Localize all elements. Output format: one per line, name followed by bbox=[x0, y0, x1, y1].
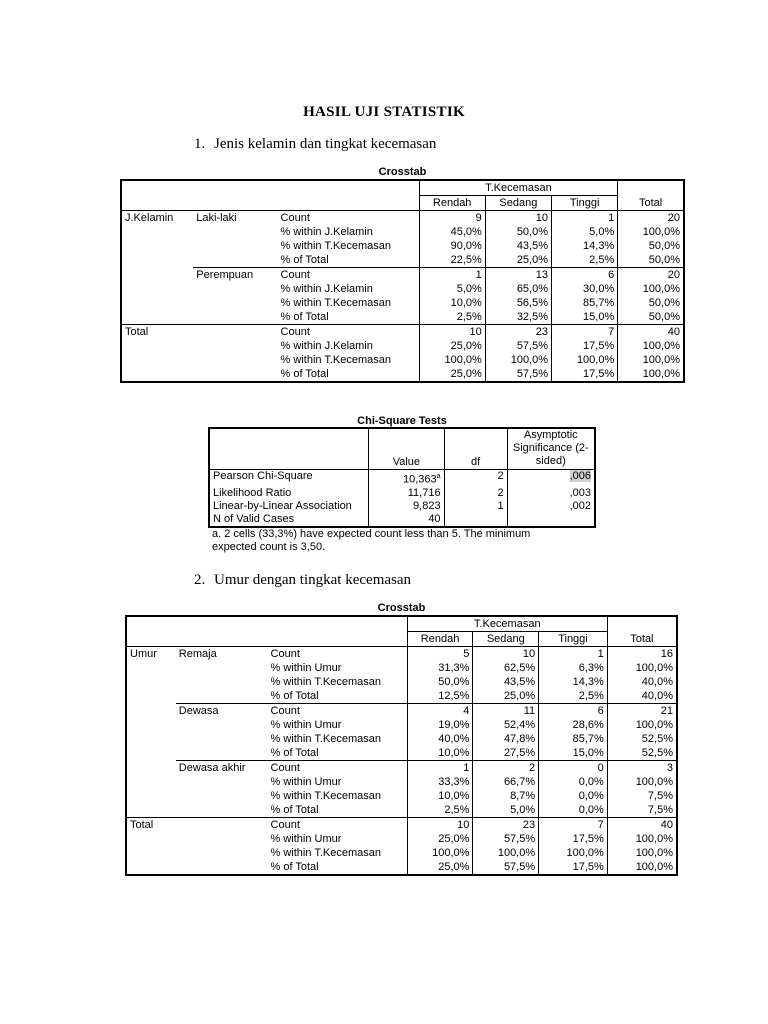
cell-value: 15,0% bbox=[552, 310, 618, 325]
statistic-label: % within Umur bbox=[268, 832, 408, 846]
cell-value: 10 bbox=[485, 211, 551, 226]
column-header: Sedang bbox=[485, 196, 551, 211]
cell-value: 57,5% bbox=[473, 860, 539, 875]
cell-value: 40 bbox=[607, 818, 677, 833]
cell-value: 25,0% bbox=[473, 689, 539, 704]
row-group-label: Perempuan bbox=[193, 268, 277, 325]
cell-value: 10,0% bbox=[407, 789, 473, 803]
cell-value: 100,0% bbox=[539, 846, 608, 860]
cell-value: 43,5% bbox=[485, 239, 551, 253]
crosstab-row bbox=[126, 704, 677, 719]
cell-value: 14,3% bbox=[552, 239, 618, 253]
row-group-label: Laki-laki bbox=[196, 212, 237, 224]
statistic-label: % of Total bbox=[268, 746, 408, 761]
cell-value: 0,0% bbox=[539, 789, 608, 803]
statistic-label: Count bbox=[278, 268, 420, 283]
cell-value: 17,5% bbox=[539, 860, 608, 875]
cell-value: 100,0% bbox=[635, 833, 673, 845]
cell-value: 16 bbox=[660, 648, 673, 660]
cell-value: 40 bbox=[618, 325, 684, 340]
cell-value: 25,0% bbox=[407, 860, 473, 875]
cell-value: 28,6% bbox=[539, 718, 608, 732]
statistic-label: % within J.Kelamin bbox=[278, 282, 420, 296]
section-heading-2 bbox=[194, 572, 411, 589]
chi-square-caption: Chi-Square Tests bbox=[357, 415, 447, 427]
column-header: Rendah bbox=[419, 196, 485, 211]
section-number: 2. bbox=[194, 572, 206, 588]
cell-value: 57,5% bbox=[485, 339, 551, 353]
cell-value: 23 bbox=[473, 818, 539, 833]
cell-value: 2,5% bbox=[407, 803, 473, 818]
column-header-total: Total bbox=[618, 196, 684, 211]
cell-value: 19,0% bbox=[407, 718, 473, 732]
cell-value: 10 bbox=[473, 647, 539, 662]
statistic-label: % within Umur bbox=[268, 718, 408, 732]
cell-value: 20 bbox=[618, 268, 684, 283]
cell-value: 40,0% bbox=[641, 676, 673, 688]
cell-value: 1 bbox=[552, 211, 618, 226]
cell-value: 7 bbox=[539, 818, 608, 833]
statistic-label: Count bbox=[268, 704, 408, 719]
cell-value: 4 bbox=[407, 704, 473, 719]
cell-value: 10,0% bbox=[407, 746, 473, 761]
cell-value: 17,5% bbox=[552, 339, 618, 353]
chi-square-row: Linear-by-Linear Association 9,823 1 ,002 bbox=[209, 500, 595, 513]
section-text: Umur dengan tingkat kecemasan bbox=[214, 572, 412, 588]
cell-value: 65,0% bbox=[485, 282, 551, 296]
cell-value: 56,5% bbox=[485, 296, 551, 310]
statistic-label: % within T.Kecemasan bbox=[278, 353, 420, 367]
cell-value: 5,0% bbox=[473, 803, 539, 818]
cell-value: 7,5% bbox=[647, 804, 673, 816]
cell-value: 85,7% bbox=[552, 296, 618, 310]
chi-square-header-row bbox=[209, 428, 595, 470]
cell-value: 50,0% bbox=[648, 240, 680, 252]
chi-square-row: Likelihood Ratio 11,716 2 ,003 bbox=[209, 487, 595, 500]
cell-value: 47,8% bbox=[473, 732, 539, 746]
statistic-label: % within T.Kecemasan bbox=[268, 732, 408, 746]
cell-value: 23 bbox=[485, 325, 551, 340]
cell-value: 0 bbox=[539, 761, 608, 776]
cell-value: 100,0% bbox=[635, 776, 673, 788]
cell-value: 1 bbox=[539, 647, 608, 662]
cell-value: 100,0% bbox=[642, 226, 680, 238]
statistic-label: % within J.Kelamin bbox=[278, 339, 420, 353]
cell-value: 6 bbox=[539, 704, 608, 719]
cell-value: 8,7% bbox=[473, 789, 539, 803]
cell-value: 52,5% bbox=[641, 733, 673, 745]
cell-value: 100,0% bbox=[642, 340, 680, 352]
cell-value: 20 bbox=[667, 212, 680, 224]
cell-value: 25,0% bbox=[407, 832, 473, 846]
cell-value: 11 bbox=[473, 704, 539, 719]
column-header-total: Total bbox=[607, 632, 677, 647]
cell-value: 50,0% bbox=[485, 225, 551, 239]
cell-value: 5 bbox=[407, 647, 473, 662]
cell-value: 2,5% bbox=[539, 689, 608, 704]
cell-value: 66,7% bbox=[473, 775, 539, 789]
cell-value: 25,0% bbox=[485, 253, 551, 268]
row-variable-label: J.Kelamin bbox=[125, 212, 174, 224]
pearson-value: 10,363$^a$ bbox=[369, 470, 444, 487]
cell-value: 100,0% bbox=[635, 861, 673, 873]
column-variable-label: T.Kecemasan bbox=[407, 616, 607, 632]
section-text: Jenis kelamin dan tingkat kecemasan bbox=[214, 136, 437, 152]
statistic-label: % of Total bbox=[268, 803, 408, 818]
row-group-label: Dewasa akhir bbox=[176, 761, 268, 818]
crosstab-2-table bbox=[125, 615, 678, 876]
statistic-label: % within T.Kecemasan bbox=[278, 296, 420, 310]
cell-value: 62,5% bbox=[473, 661, 539, 675]
cell-value: 100,0% bbox=[642, 283, 680, 295]
cell-value: 5,0% bbox=[552, 225, 618, 239]
statistic-label: Count bbox=[268, 818, 408, 833]
cell-value: 40,0% bbox=[641, 690, 673, 702]
statistic-label: % of Total bbox=[278, 310, 420, 325]
cell-value: 10 bbox=[407, 818, 473, 833]
chi-square-table bbox=[208, 427, 596, 528]
cell-value: 25,0% bbox=[419, 367, 485, 382]
cell-value: 100,0% bbox=[635, 719, 673, 731]
crosstab-row bbox=[121, 211, 684, 226]
cell-value: 1 bbox=[407, 761, 473, 776]
cell-value: 85,7% bbox=[539, 732, 608, 746]
pearson-significance-highlight: ,006 bbox=[569, 470, 591, 482]
cell-value: 43,5% bbox=[473, 675, 539, 689]
cell-value: 50,0% bbox=[648, 254, 680, 266]
cell-value: 45,0% bbox=[419, 225, 485, 239]
cell-value: 52,5% bbox=[641, 747, 673, 759]
cell-value: 100,0% bbox=[635, 847, 673, 859]
cell-value: 7,5% bbox=[647, 790, 673, 802]
column-variable-label: T.Kecemasan bbox=[419, 180, 618, 196]
cell-value: 2,5% bbox=[419, 310, 485, 325]
statistic-label: % within J.Kelamin bbox=[278, 225, 420, 239]
column-header: Tinggi bbox=[552, 196, 618, 211]
chi-square-row: N of Valid Cases 40 bbox=[209, 513, 595, 527]
cell-value: 50,0% bbox=[407, 675, 473, 689]
cell-value: 13 bbox=[485, 268, 551, 283]
cell-value: 100,0% bbox=[485, 353, 551, 367]
section-heading-1 bbox=[194, 136, 436, 153]
crosstab-total-row bbox=[126, 818, 677, 833]
chi-square-row: Pearson Chi-Square 10,363$^a$ 2 ,006 bbox=[209, 470, 595, 487]
cell-value: 90,0% bbox=[419, 239, 485, 253]
total-label: Total bbox=[121, 325, 278, 383]
statistic-label: % of Total bbox=[268, 689, 408, 704]
cell-value: 3 bbox=[607, 761, 677, 776]
statistic-label: % of Total bbox=[278, 367, 420, 382]
section-number: 1. bbox=[194, 136, 206, 152]
cell-value: 17,5% bbox=[539, 832, 608, 846]
statistic-label: % within Umur bbox=[268, 661, 408, 675]
statistic-label: % within T.Kecemasan bbox=[268, 846, 408, 860]
crosstab-1-table bbox=[120, 179, 685, 383]
cell-value: 100,0% bbox=[419, 353, 485, 367]
cell-value: 100,0% bbox=[635, 662, 673, 674]
crosstab-header-row bbox=[121, 180, 684, 196]
crosstab-total-row bbox=[121, 325, 684, 340]
row-group-label: Remaja bbox=[178, 648, 217, 660]
cell-value: 27,5% bbox=[473, 746, 539, 761]
cell-value: 6,3% bbox=[539, 661, 608, 675]
cell-value: 100,0% bbox=[473, 846, 539, 860]
statistic-label: % of Total bbox=[268, 860, 408, 875]
statistic-label: Count bbox=[278, 211, 420, 226]
cell-value: 22,5% bbox=[419, 253, 485, 268]
crosstab-row bbox=[121, 268, 684, 283]
total-label: Total bbox=[126, 818, 268, 876]
cell-value: 100,0% bbox=[642, 368, 680, 380]
header-df: df bbox=[444, 428, 507, 470]
cell-value: 32,5% bbox=[485, 310, 551, 325]
cell-value: 10,0% bbox=[419, 296, 485, 310]
cell-value: 30,0% bbox=[552, 282, 618, 296]
column-header: Rendah bbox=[407, 632, 473, 647]
cell-value: 25,0% bbox=[419, 339, 485, 353]
cell-value: 15,0% bbox=[539, 746, 608, 761]
column-header: Tinggi bbox=[539, 632, 608, 647]
crosstab-row bbox=[126, 647, 677, 662]
cell-value: 100,0% bbox=[552, 353, 618, 367]
statistic-label: % within T.Kecemasan bbox=[268, 789, 408, 803]
cell-value: 6 bbox=[552, 268, 618, 283]
cell-value: 31,3% bbox=[407, 661, 473, 675]
header-asymptotic-significance: Asymptotic Significance (2- sided) bbox=[507, 428, 595, 470]
cell-value: 40,0% bbox=[407, 732, 473, 746]
cell-value: 2 bbox=[473, 761, 539, 776]
cell-value: 7 bbox=[552, 325, 618, 340]
cell-value: 21 bbox=[607, 704, 677, 719]
row-variable-label: Umur bbox=[130, 648, 157, 660]
cell-value: 52,4% bbox=[473, 718, 539, 732]
cell-value: 100,0% bbox=[642, 354, 680, 366]
cell-value: 33,3% bbox=[407, 775, 473, 789]
cell-value: 100,0% bbox=[407, 846, 473, 860]
statistic-label: % within T.Kecemasan bbox=[278, 239, 420, 253]
cell-value: 17,5% bbox=[552, 367, 618, 382]
cell-value: 57,5% bbox=[485, 367, 551, 382]
cell-value: 0,0% bbox=[539, 803, 608, 818]
row-group-label: Dewasa bbox=[176, 704, 268, 761]
statistic-label: Count bbox=[278, 325, 420, 340]
cell-value: 5,0% bbox=[419, 282, 485, 296]
cell-value: 1 bbox=[419, 268, 485, 283]
statistic-label: Count bbox=[268, 761, 408, 776]
cell-value: 57,5% bbox=[473, 832, 539, 846]
cell-value: 50,0% bbox=[648, 311, 680, 323]
cell-value: 9 bbox=[419, 211, 485, 226]
chi-square-footnote: a. 2 cells (33,3%) have expected count less than 5. The minimum expected count is 3,50. bbox=[212, 528, 531, 553]
crosstab-2-caption: Crosstab bbox=[377, 602, 426, 614]
statistic-label: Count bbox=[268, 647, 408, 662]
statistic-label: % of Total bbox=[278, 253, 420, 268]
header-value: Value bbox=[369, 428, 444, 470]
crosstab-1-caption: Crosstab bbox=[378, 166, 427, 178]
statistic-label: % within Umur bbox=[268, 775, 408, 789]
cell-value: 14,3% bbox=[539, 675, 608, 689]
document-title: HASIL UJI STATISTIK bbox=[303, 104, 465, 120]
crosstab-header-row bbox=[126, 616, 677, 632]
cell-value: 0,0% bbox=[539, 775, 608, 789]
crosstab-row bbox=[126, 761, 677, 776]
cell-value: 10 bbox=[419, 325, 485, 340]
cell-value: 12,5% bbox=[407, 689, 473, 704]
cell-value: 50,0% bbox=[648, 297, 680, 309]
column-header: Sedang bbox=[473, 632, 539, 647]
statistic-label: % within T.Kecemasan bbox=[268, 675, 408, 689]
cell-value: 2,5% bbox=[552, 253, 618, 268]
